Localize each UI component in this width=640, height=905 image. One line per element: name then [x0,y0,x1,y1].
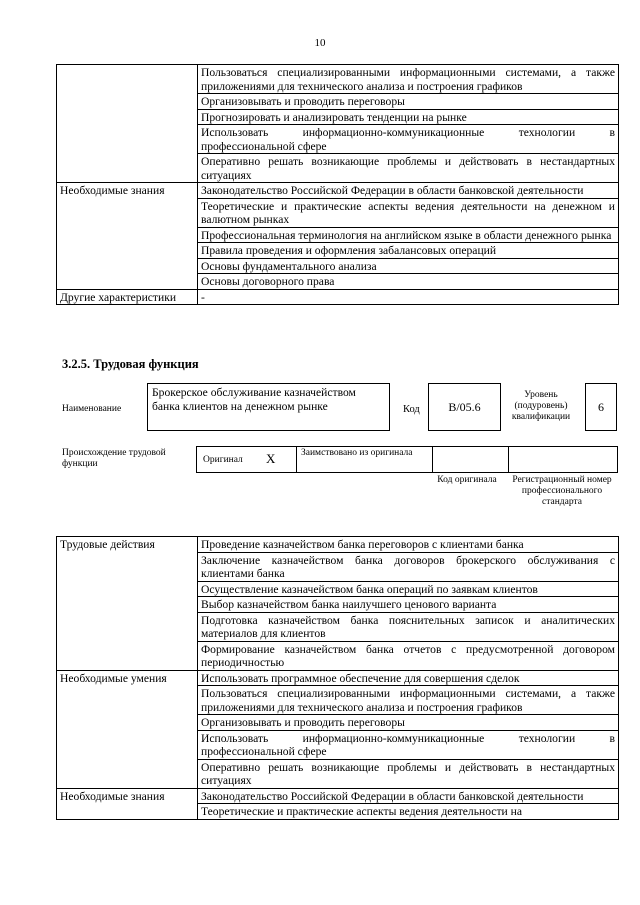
original-code-box [432,446,509,473]
row-item: Оперативно решать возникающие проблемы и действовать в нестандартных ситуациях [198,154,619,183]
row-item: Теоретические и практические аспекты ведения деятельности на денежном и валютном рынках [198,198,619,227]
bottom-table-body [57,537,619,820]
row-item: Теоретические и практические аспекты ведения деятельности на [198,804,619,820]
row-label: Необходимые знания [57,183,198,290]
row-item: Формирование казначейством банка отчетов с предусмотренной договором периодичностью [198,641,619,670]
bottom-function-table [56,536,619,820]
code-box [428,383,501,431]
row-item: Пользоваться специализированными информационными системами, а также приложениями для технического анализа и построения графиков [198,686,619,715]
row-item: Проведение казначейством банка переговоров с клиентами банка [198,537,619,553]
origin-label: Происхождение трудовой функции [62,448,166,469]
row-item: Законодательство Российской Федерации в области банковской деятельности [198,183,619,199]
top-requirements-table [56,64,619,305]
original-code-caption: Код оригинала [437,475,497,485]
code-label: Код [403,404,420,415]
borrowed-box [296,446,433,473]
row-label [57,65,198,183]
row-item: Правила проведения и оформления забалансовых операций [198,243,619,259]
table-row [57,788,619,804]
row-item: Организовывать и проводить переговоры [198,715,619,731]
level-box [585,383,617,431]
table-row [57,65,619,94]
table-row [57,537,619,553]
original-mark: X [266,451,276,466]
row-item: Организовывать и проводить переговоры [198,94,619,110]
function-name-value: Брокерское обслуживание казначейством банка клиентов на денежном рынке [152,386,356,413]
row-item: Осуществление казначейством банка операций по заявкам клиентов [198,581,619,597]
row-item: Использовать информационно-коммуникационные технологии в профессиональной сфере [198,730,619,759]
original-box [196,446,297,473]
registration-caption: Регистрационный номер профессионального стандарта [512,475,612,507]
row-item: - [198,289,619,305]
table-row [57,670,619,686]
row-item: Заключение казначейством банка договоров брокерского обслуживания с клиентами банка [198,552,619,581]
level-label: Уровень (подуровень) квалификации [511,390,571,422]
row-item: Основы договорного права [198,274,619,290]
row-label: Другие характеристики [57,289,198,305]
top-table-body [57,65,619,305]
row-item: Профессиональная терминология на английском языке в области денежного рынка [198,227,619,243]
name-label: Наименование [62,404,122,414]
function-name-box [147,383,390,431]
row-item: Законодательство Российской Федерации в области банковской деятельности [198,788,619,804]
row-label: Необходимые умения [57,670,198,788]
original-label: Оригинал [203,455,243,465]
page-number: 10 [314,37,326,49]
row-item: Оперативно решать возникающие проблемы и действовать в нестандартных ситуациях [198,759,619,788]
level-value: 6 [598,400,604,414]
row-label: Необходимые знания [57,788,198,819]
row-item: Использовать информационно-коммуникационные технологии в профессиональной сфере [198,125,619,154]
row-item: Использовать программное обеспечение для совершения сделок [198,670,619,686]
row-label: Трудовые действия [57,537,198,671]
row-item: Пользоваться специализированными информационными системами, а также приложениями для технического анализа и построения графиков [198,65,619,94]
registration-box [508,446,618,473]
row-item: Прогнозировать и анализировать тенденции на рынке [198,109,619,125]
row-item: Основы фундаментального анализа [198,258,619,274]
row-item: Выбор казначейством банка наилучшего ценового варианта [198,597,619,613]
borrowed-label: Заимствовано из оригинала [301,448,413,458]
table-row [57,183,619,199]
table-row [57,289,619,305]
section-title: 3.2.5. Трудовая функция [62,357,199,371]
row-item: Подготовка казначейством банка пояснительных записок и аналитических материалов для клиентов [198,612,619,641]
code-value: B/05.6 [448,400,481,414]
